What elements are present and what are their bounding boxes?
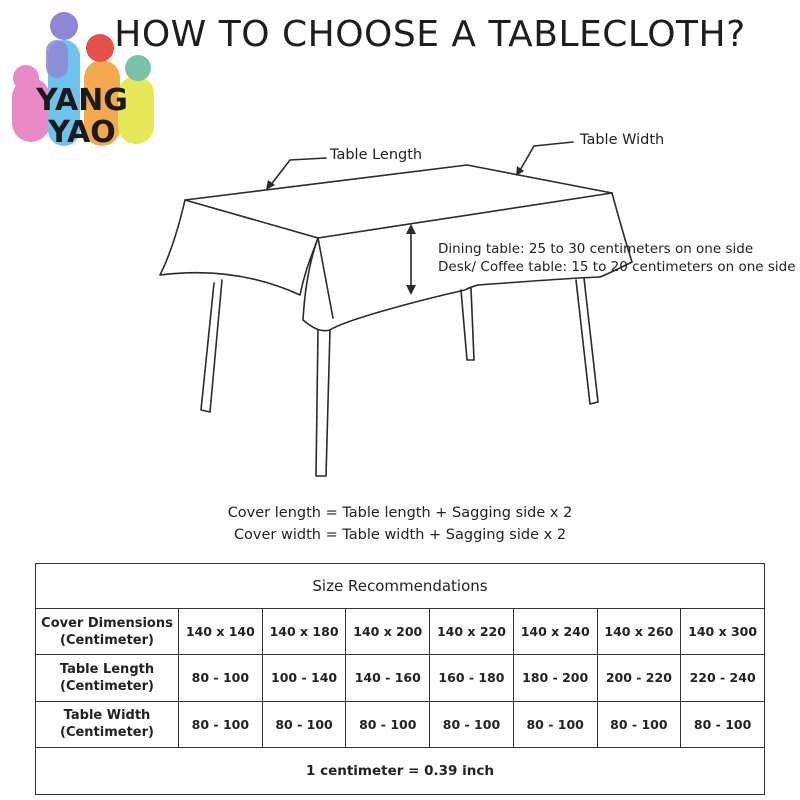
cloth-drape-left	[160, 200, 318, 295]
row-header-title: Cover Dimensions	[41, 615, 173, 631]
width-pointer-line	[519, 142, 573, 172]
table-cell: 80 - 100	[681, 701, 765, 747]
table-cell: 80 - 100	[179, 701, 263, 747]
table-leg-front	[316, 330, 330, 476]
formulas	[0, 502, 800, 546]
cloth-drape-fold	[318, 238, 333, 318]
sagging-note-desk: Desk/ Coffee table: 15 to 20 centimeters on one side	[438, 259, 796, 275]
table-width-label: Table Width	[580, 132, 665, 148]
table-caption-row	[36, 564, 765, 609]
row-header-title: Table Width	[63, 708, 151, 724]
size-recommendations-table	[35, 563, 765, 795]
logo-text-line2: YAO	[48, 115, 116, 150]
logo-text-line1: YANG	[36, 83, 128, 118]
table-cell: 140 x 260	[597, 609, 681, 655]
row-header-unit: (Centimeter)	[60, 678, 154, 694]
cloth-hem-back	[478, 277, 600, 285]
sag-arrow-up	[406, 224, 416, 234]
table-cell: 80 - 100	[430, 701, 514, 747]
table-cell: 80 - 100	[597, 701, 681, 747]
page-title: HOW TO CHOOSE A TABLECLOTH?	[114, 14, 746, 55]
row-header-cover-dimensions	[36, 609, 179, 655]
row-header-title: Table Length	[59, 661, 155, 677]
row-header-unit: (Centimeter)	[60, 632, 154, 648]
table-cell: 140 x 200	[346, 609, 430, 655]
table-cell: 200 - 220	[597, 655, 681, 701]
table-cell: 80 - 100	[513, 701, 597, 747]
table-cell: 140 x 140	[179, 609, 263, 655]
table-cell: 140 x 180	[262, 609, 346, 655]
table-footer-row	[36, 748, 765, 795]
table-caption: Size Recommendations	[36, 564, 765, 609]
table-leg-right	[576, 278, 598, 404]
table-cell: 220 - 240	[681, 655, 765, 701]
table-cell: 140 - 160	[346, 655, 430, 701]
table-cell: 140 x 220	[430, 609, 514, 655]
cover-length-formula: Cover length = Table length + Sagging side x 2	[227, 505, 573, 521]
table-cell: 80 - 100	[179, 655, 263, 701]
row-header-table-length	[36, 655, 179, 701]
sag-arrow-down	[406, 285, 416, 295]
row-header-unit: (Centimeter)	[60, 725, 154, 741]
table-cell: 160 - 180	[430, 655, 514, 701]
sagging-note	[438, 240, 796, 276]
table-leg-left	[201, 280, 222, 412]
table-cell: 80 - 100	[346, 701, 430, 747]
table-cell: 100 - 140	[262, 655, 346, 701]
row-header-table-width	[36, 701, 179, 747]
tabletop	[185, 165, 612, 238]
sagging-note-dining: Dining table: 25 to 30 centimeters on one side	[438, 241, 754, 257]
cover-width-formula: Cover width = Table width + Sagging side x 2	[233, 527, 567, 543]
table-cell: 180 - 200	[513, 655, 597, 701]
table-row	[36, 701, 765, 747]
table-length-label: Table Length	[330, 147, 423, 163]
table-cell: 80 - 100	[262, 701, 346, 747]
length-pointer-line	[270, 158, 326, 186]
table-cell: 140 x 240	[513, 609, 597, 655]
unit-conversion-note: 1 centimeter = 0.39 inch	[36, 748, 765, 795]
table-cell: 140 x 300	[681, 609, 765, 655]
table-leg-back	[461, 288, 474, 360]
table-row	[36, 655, 765, 701]
table-row	[36, 609, 765, 655]
